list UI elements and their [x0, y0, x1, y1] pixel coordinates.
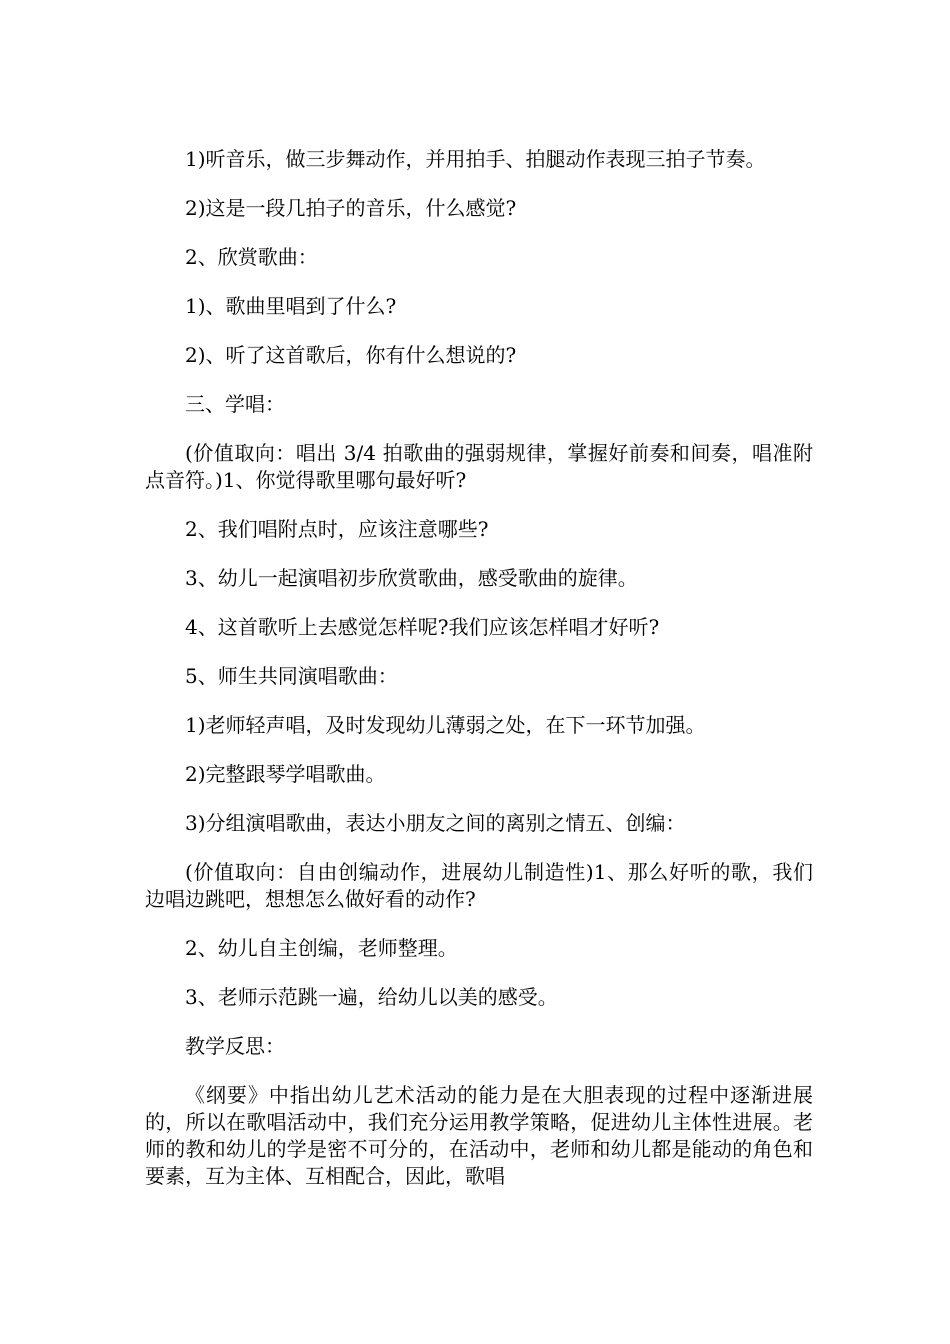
paragraph-beat-question: 2)这是一段几拍子的音乐，什么感觉? — [185, 196, 517, 220]
paragraph-listen-music: 1)听音乐，做三步舞动作，并用拍手、拍腿动作表现三拍子节奏。 — [185, 147, 766, 171]
paragraph-create-value: (价值取向：自由创编动作，进展幼儿制造性)1、那么好听的歌，我们边唱边跳吧，想想怎么做好看的动作? — [145, 860, 813, 911]
paragraph-soft-sing: 1)老师轻声唱，及时发现幼儿薄弱之处，在下一环节加强。 — [185, 713, 706, 737]
paragraph-song-thoughts: 2)、听了这首歌后，你有什么想说的? — [185, 343, 517, 367]
paragraph-learn-heading: 三、学唱： — [185, 392, 285, 416]
paragraph-self-create: 2、幼儿自主创编，老师整理。 — [185, 936, 458, 960]
paragraph-group-sing: 3)分组演唱歌曲，表达小朋友之间的离别之情五、创编： — [185, 811, 686, 835]
paragraph-teacher-demo: 3、老师示范跳一遍，给幼儿以美的感受。 — [185, 985, 558, 1009]
paragraph-dotted-notes: 2、我们唱附点时，应该注意哪些? — [185, 517, 489, 541]
paragraph-how-to-sing: 4、这首歌听上去感觉怎样呢?我们应该怎样唱才好听? — [185, 615, 660, 639]
paragraph-song-content: 1)、歌曲里唱到了什么? — [185, 294, 397, 318]
paragraph-piano-sing: 2)完整跟琴学唱歌曲。 — [185, 762, 386, 786]
document-body — [145, 146, 813, 1212]
paragraph-reflection-heading: 教学反思： — [185, 1034, 285, 1058]
paragraph-appreciate-heading: 2、欣赏歌曲： — [185, 245, 318, 269]
paragraph-learn-value: (价值取向：唱出 3/4 拍歌曲的强弱规律，掌握好前奏和间奏，唱准附点音符。)1、你觉得歌里哪句最好听? — [145, 441, 813, 492]
paragraph-reflection-body: 《纲要》中指出幼儿艺术活动的能力是在大胆表现的过程中逐渐进展的，所以在歌唱活动中，我们充分运用教学策略，促进幼儿主体性进展。老师的教和幼儿的学是密不可分的，在活动中，老师和幼儿都是能动的角色和要素，互为主体、互相配合，因此，歌唱 — [145, 1083, 813, 1188]
paragraph-teacher-student: 5、师生共同演唱歌曲： — [185, 664, 398, 688]
paragraph-sing-together: 3、幼儿一起演唱初步欣赏歌曲，感受歌曲的旋律。 — [185, 566, 638, 590]
